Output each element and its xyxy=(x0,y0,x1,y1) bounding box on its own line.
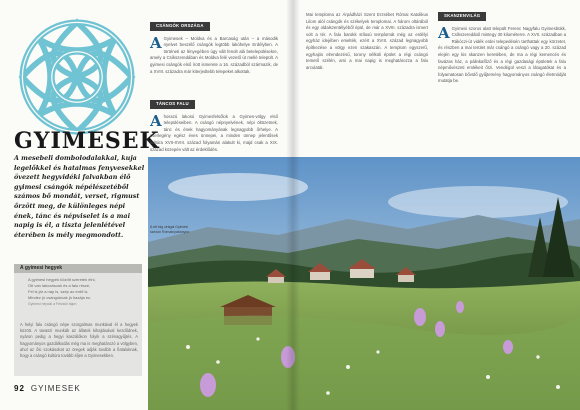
poem-line: Ott van lakozásunk és a falu része, xyxy=(28,283,91,289)
section-text: hosszú lakosú Gyimesfelsőlok a Gyimes-völgy első településeiben. A csángó népnyelvének, népi öltözetnek, tánc és ének hagyományának legnagyobb őrhelye. A cserlegény egész éves ünnepei, a minden ünnep jelentősek kultúra XVII-XVIII. század folyamán alakult ki, majd csak a XIX. század közepén vált az érdeklődés. xyxy=(150,113,278,152)
celtic-knot-ornament-icon xyxy=(14,14,140,140)
drop-cap: A xyxy=(150,111,162,130)
section-heading: CSÁNGÓK ORSZÁGA xyxy=(150,22,210,31)
sidebar-heading: A gyimesi hegyek xyxy=(14,264,142,273)
sidebar-text: A helyi falu csángó népe szorgalmas munkával él a hegyek között. A tavaszi munkák az állatok kihajtásával kezdődnek, nyáron pedig a hegyi kaszálókon folyik a szénagyűjtés. A hagyományos gazdálkodás még ma is meghatározó a völgyben, ahol az ősi szokásokat az öregek adják tovább a fiataloknak, hogy a csángó kultúra tovább éljen a Gyimesekben. xyxy=(20,322,138,359)
section-text: Gyimesek – Moldva és a Barcaság után – a második nyelvet beszélő csángók legtöbb lakóhelye Erdélyben. A történeti az lényegében úgy vált fenolt alá betelepülésekre, amely a Csíkszeredában és Moldva felé vezető út mellé települt. A gyimesi csángók első írott ismerete a 16. századból származik, de a XVIII. századra már kiterjedtebb telepeket alkottak. xyxy=(150,35,278,74)
running-title: GYIMESEK xyxy=(30,384,81,393)
article-section xyxy=(438,12,566,85)
drop-cap: A xyxy=(438,23,450,42)
photo-caption: A rét tág virágai Gyimesi szezon Rómainyabanyon xyxy=(150,225,190,234)
poem-line: Fel is jár a nap is, szép az erdő is, xyxy=(28,289,89,295)
section-text: Mai temploma az Árpádházi Szent Erzsébet Római Katolikus Lilom alól csángók és székelyek templomai. A három oltárából és egy oldalszentélyéből épül, de már a XVIII. századra ismert volt a tér. A falu barokk stílusú templomát még az erdélyi egyház idejében emelték, ezért a XVIII. század legnagyobb építkezése a völgy ezen szakaszán. A templom egyszerű, egyhajós elrendezésű, torony nélküli épület a régi csángó temető szélén, ami a mai napig is meghatározza a falu arculatát. xyxy=(306,12,428,70)
page-footer xyxy=(14,384,81,393)
book-gutter xyxy=(286,0,300,410)
page-title: GYIMESEK xyxy=(14,128,160,154)
section-heading: TÁNCOS FALU xyxy=(150,100,195,109)
poem-line: A gyimesi hegyek között szeretek élni, xyxy=(28,277,96,282)
section-text: Gyimesi szoros alatt települt Ferenc Nagyfalu Gyimesbükk, Csíkszeredától mintegy 30 kilométerre. A XVII. században a Rákóczi-út vidék erdei telepedésén tarthattak egy körzetet, és részben a mai terület már csángó a csángó vagy a 20. század elején egy kis skanzen keretében, de ma a régi kemencés és favázas ház, a pálinkafőző és a régi gazdasági épületek a falu népművészeti emlékeit őrzi. Vendégül veszi a látogatókat és a folyamatosan bővülő gyűjtemény hagyományos csángó életmódját mutatja be. xyxy=(438,25,566,84)
section-heading: SKANZENVILÁG xyxy=(438,12,486,21)
article-column xyxy=(306,12,428,71)
page-number: 92 xyxy=(14,384,25,393)
intro-paragraph: A mesebeli dombolodalakkal, kuja legelőkkel és hatalmas fenyvesekkel övezett hegyvidéki falvakban élő gyimesi csángók népélészetéből számos bő mondát, verset, rigmust őrzött meg, de különleges népi ének, tánc és népviselet is a mai napig is él, a tiszta jelenlétével éterében is mély megmondott. xyxy=(14,154,145,239)
poem-note: Gyimesi népdal a Felcsíki tájon xyxy=(28,302,77,307)
article-section xyxy=(150,100,278,153)
drop-cap: A xyxy=(150,33,162,52)
article-section xyxy=(150,22,278,75)
sidebar-box xyxy=(14,264,142,376)
poem-quote xyxy=(28,277,136,307)
landscape-photo xyxy=(148,157,580,410)
poem-line: Mindez jó csángóknak jó hazája ez. xyxy=(28,295,92,301)
